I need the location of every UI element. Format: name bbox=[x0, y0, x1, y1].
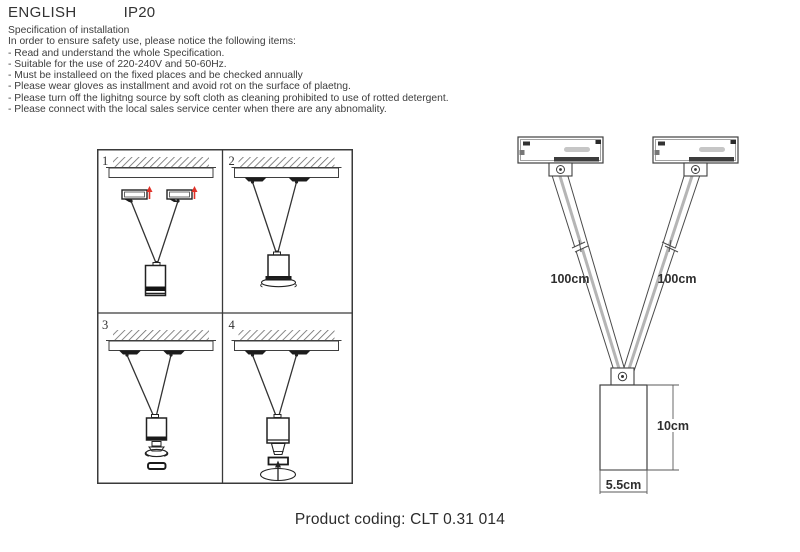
installation-steps-diagram bbox=[97, 149, 353, 484]
spec-item: - Please connect with the local sales service center when there are any abnomality. bbox=[8, 104, 387, 116]
body-width-label: 5.5cm bbox=[605, 478, 642, 492]
step-4-number: 4 bbox=[228, 318, 235, 332]
spec-item: - Must be installeed on the fixed places and be checked annually bbox=[8, 70, 303, 82]
spec-item: - Please wear gloves as installment and avoid rot on the surface of plaetng. bbox=[8, 81, 351, 93]
detached-adapter bbox=[167, 190, 192, 202]
spec-intro: In order to ensure safety use, please notice the following items: bbox=[8, 36, 296, 48]
spec-item: - Suitable for the use of 220-240V and 50-60Hz. bbox=[8, 58, 227, 70]
body-height-label: 10cm bbox=[657, 419, 689, 433]
spec-title: Specification of installation bbox=[8, 25, 130, 36]
step-3-number: 3 bbox=[102, 318, 109, 332]
lamp-body bbox=[600, 385, 647, 470]
left-track-adapter bbox=[518, 137, 603, 176]
grid-border bbox=[98, 150, 353, 484]
right-rod-length-label: 100cm bbox=[657, 272, 697, 286]
step-1-panel bbox=[102, 154, 216, 296]
right-track-adapter bbox=[653, 137, 738, 176]
step-3-panel bbox=[102, 318, 216, 469]
step-2-number: 2 bbox=[228, 154, 235, 168]
header bbox=[8, 4, 155, 21]
pivot-joint bbox=[611, 368, 634, 385]
step-4-panel bbox=[229, 318, 342, 481]
step-1-number: 1 bbox=[102, 154, 109, 168]
detached-adapter bbox=[122, 190, 147, 202]
step-2-panel bbox=[229, 154, 342, 287]
product-coding bbox=[0, 511, 800, 529]
product-coding-label: Product coding: bbox=[294, 511, 406, 528]
ip-rating: IP20 bbox=[123, 4, 156, 21]
product-code: CLT 0.31 014 bbox=[410, 511, 506, 528]
dimension-diagram bbox=[495, 128, 755, 500]
specification-block bbox=[8, 25, 449, 115]
spec-item: - Please turn off the lighitng source by soft cloth as cleaning prohibited to use of rotted detergent. bbox=[8, 92, 449, 104]
language-label: ENGLISH bbox=[8, 4, 77, 21]
left-rod-length-label: 100cm bbox=[550, 272, 590, 286]
spec-item: - Read and understand the whole Specification. bbox=[8, 47, 225, 59]
